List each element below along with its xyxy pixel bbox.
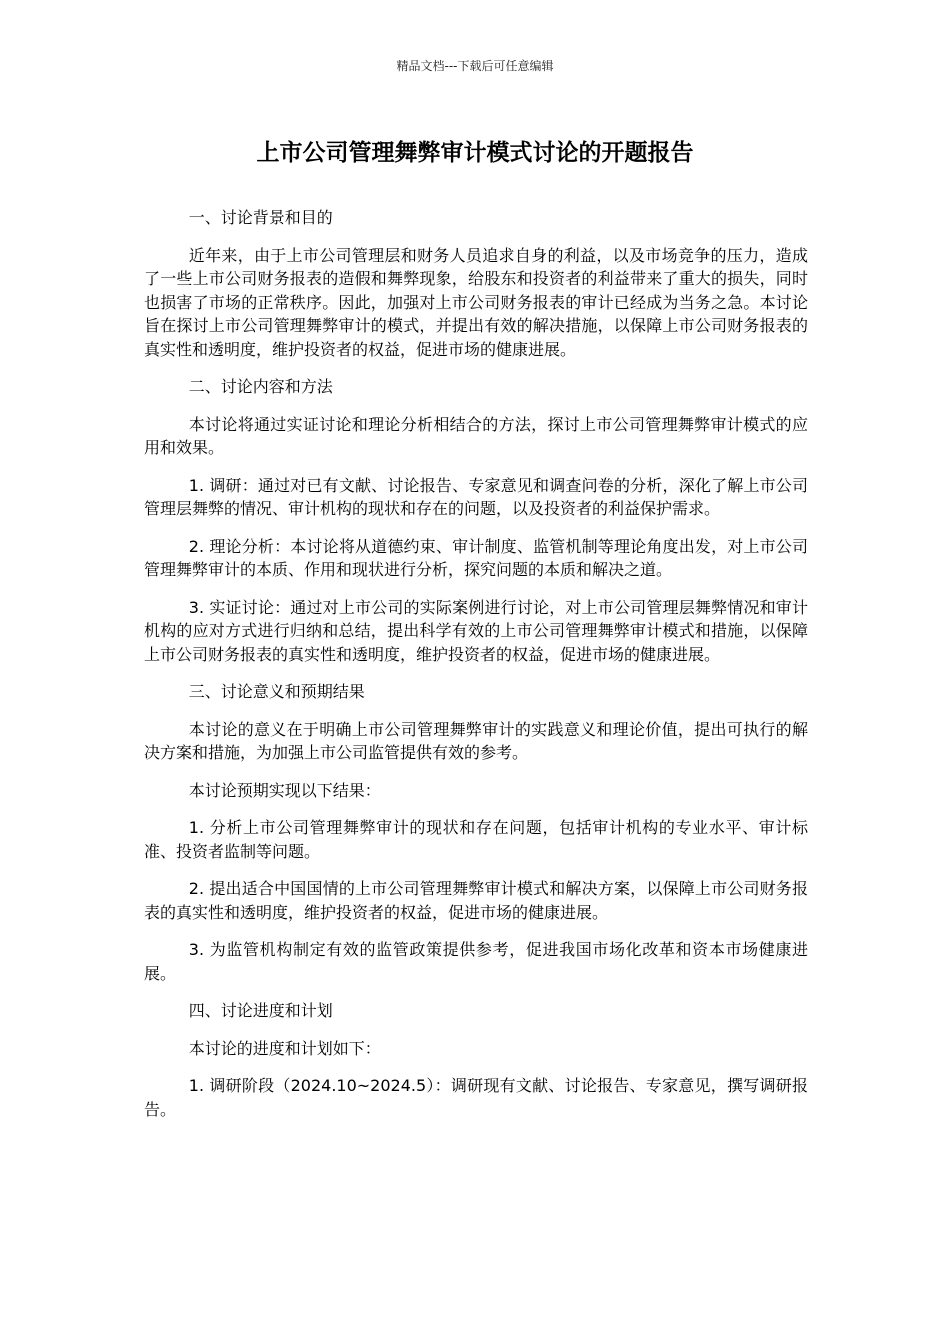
body-paragraph: 近年来，由于上市公司管理层和财务人员追求自身的利益，以及市场竞争的压力，造成了一些上市公司财务报表的造假和舞弊现象，给股东和投资者的利益带来了重大的损失，同时也损害了市场的正常秩序。因此，加强对上市公司财务报表的审计已经成为当务之急。本讨论旨在探讨上市公司管理舞弊审计的模式，并提出有效的解决措施，以保障上市公司财务报表的真实性和透明度，维护投资者的权益，促进市场的健康进展。 (144, 245, 808, 359)
list-item: 3. 为监管机构制定有效的监管政策提供参考，促进我国市场化改革和资本市场健康进展。 (144, 940, 808, 983)
section-heading: 三、讨论意义和预期结果 (188, 682, 365, 701)
section-heading: 四、讨论进度和计划 (188, 1001, 333, 1020)
list-item: 3. 实证讨论：通过对上市公司的实际案例进行讨论，对上市公司管理层舞弊情况和审计机构的应对方式进行归纳和总结，提出科学有效的上市公司管理舞弊审计模式和措施，以保障上市公司财务报表的真实性和透明度，维护投资者的权益，促进市场的健康进展。 (144, 597, 808, 664)
document-title: 上市公司管理舞弊审计模式讨论的开题报告 (256, 140, 694, 166)
list-item: 2. 理论分析：本讨论将从道德约束、审计制度、监管机制等理论角度出发，对上市公司管理舞弊审计的本质、作用和现状进行分析，探究问题的本质和解决之道。 (144, 536, 808, 579)
body-paragraph: 本讨论的进度和计划如下： (188, 1038, 381, 1058)
list-item: 1. 调研阶段（2024.10~2024.5）：调研现有文献、讨论报告、专家意见，撰写调研报告。 (144, 1076, 808, 1119)
list-item: 1. 调研：通过对已有文献、讨论报告、专家意见和调查问卷的分析，深化了解上市公司管理层舞弊的情况、审计机构的现状和存在的问题，以及投资者的利益保护需求。 (144, 475, 808, 518)
section-heading: 二、讨论内容和方法 (188, 377, 333, 396)
list-item: 1. 分析上市公司管理舞弊审计的现状和存在问题，包括审计机构的专业水平、审计标准、投资者监制等问题。 (144, 818, 808, 861)
body-paragraph: 本讨论将通过实证讨论和理论分析相结合的方法，探讨上市公司管理舞弊审计模式的应用和效果。 (144, 414, 808, 457)
body-paragraph: 本讨论预期实现以下结果： (188, 780, 381, 800)
section-heading: 一、讨论背景和目的 (188, 208, 333, 227)
list-item: 2. 提出适合中国国情的上市公司管理舞弊审计模式和解决方案，以保障上市公司财务报表的真实性和透明度，维护投资者的权益，促进市场的健康进展。 (144, 879, 808, 922)
body-paragraph: 本讨论的意义在于明确上市公司管理舞弊审计的实践意义和理论价值，提出可执行的解决方案和措施，为加强上市公司监管提供有效的参考。 (144, 719, 808, 762)
header-note: 精品文档---下载后可任意编辑 (396, 59, 554, 73)
document-body (144, 206, 808, 1135)
